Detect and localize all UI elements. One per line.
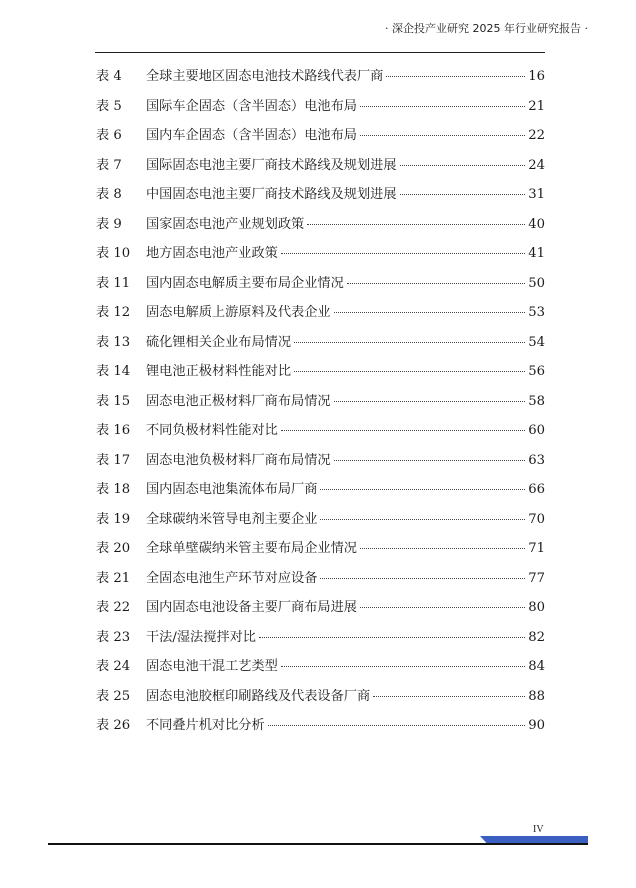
dot-leader xyxy=(334,460,526,461)
toc-entry[interactable] xyxy=(96,446,545,476)
dot-leader xyxy=(320,519,525,520)
toc-entry[interactable] xyxy=(96,298,545,328)
toc-entry-page: 71 xyxy=(528,541,545,556)
dot-leader xyxy=(334,401,526,402)
toc-entry-title: 全球碳纳米管导电剂主要企业 xyxy=(146,511,318,527)
toc-entry-page: 66 xyxy=(528,482,545,497)
toc-entry-title: 固态电池负极材料厂商布局情况 xyxy=(146,452,331,468)
toc-entry[interactable] xyxy=(96,151,545,181)
dot-leader xyxy=(360,607,525,608)
page-number: IV xyxy=(533,824,544,835)
dot-leader xyxy=(360,548,525,549)
toc-entry-label: 表 19 xyxy=(96,511,131,527)
running-header: · 深企投产业研究 2025 年行业研究报告 · xyxy=(385,22,588,35)
toc-entry-label: 表 22 xyxy=(96,600,131,615)
dot-leader xyxy=(268,725,526,726)
dot-leader xyxy=(320,489,525,490)
toc-entry-title: 全球单壁碳纳米管主要布局企业情况 xyxy=(146,541,357,556)
toc-entry-title: 国内固态电解质主要布局企业情况 xyxy=(146,275,344,291)
toc-entry-page: 60 xyxy=(528,423,545,438)
toc-entry[interactable] xyxy=(96,92,545,122)
toc-entry-title: 固态电池胶框印刷路线及代表设备厂商 xyxy=(146,688,371,704)
toc-entry-title: 不同叠片机对比分析 xyxy=(146,718,265,733)
dot-leader xyxy=(320,578,525,579)
toc-entry[interactable] xyxy=(96,711,545,741)
toc-entry-title: 国内固态电池集流体布局厂商 xyxy=(146,482,318,497)
header-divider xyxy=(95,52,545,53)
toc-entry-title: 国内车企固态（含半固态）电池布局 xyxy=(146,128,357,143)
toc-entry-title: 锂电池正极材料性能对比 xyxy=(146,364,292,379)
toc-entry-title: 固态电池干混工艺类型 xyxy=(146,659,278,674)
toc-entry-label: 表 16 xyxy=(96,423,131,438)
toc-entry-label: 表 17 xyxy=(96,452,131,468)
dot-leader xyxy=(347,283,525,284)
toc-entry-label: 表 6 xyxy=(96,128,122,143)
dot-leader xyxy=(259,637,525,638)
toc-entry-page: 40 xyxy=(528,216,545,232)
dot-leader xyxy=(281,253,525,254)
dot-leader xyxy=(373,696,525,697)
toc-entry[interactable] xyxy=(96,328,545,358)
toc-entry-page: 58 xyxy=(528,393,545,409)
toc-entry-title: 国内固态电池设备主要厂商布局进展 xyxy=(146,600,357,615)
toc-entry-page: 84 xyxy=(528,659,545,674)
toc-entry-label: 表 24 xyxy=(96,659,131,674)
toc-entry-label: 表 25 xyxy=(96,688,131,704)
toc-entry-title: 固态电解质上游原料及代表企业 xyxy=(146,305,331,320)
toc-entry-title: 全固态电池生产环节对应设备 xyxy=(146,570,318,586)
toc-entry-label: 表 7 xyxy=(96,157,122,173)
toc-entry-label: 表 18 xyxy=(96,482,131,497)
toc-entry-label: 表 14 xyxy=(96,364,131,379)
toc-entry[interactable] xyxy=(96,623,545,653)
toc-entry[interactable] xyxy=(96,180,545,210)
toc-entry-title: 不同负极材料性能对比 xyxy=(146,423,278,438)
toc-entry-page: 50 xyxy=(528,275,545,291)
footer-divider xyxy=(48,843,588,845)
toc-entry-page: 31 xyxy=(528,187,545,202)
toc-entry-label: 表 12 xyxy=(96,305,131,320)
toc-entry-label: 表 5 xyxy=(96,98,122,114)
toc-entry-title: 硫化锂相关企业布局情况 xyxy=(146,334,292,350)
toc-entry-title: 全球主要地区固态电池技术路线代表厂商 xyxy=(146,69,384,84)
table-of-contents-list xyxy=(96,62,545,741)
dot-leader xyxy=(307,224,525,225)
toc-entry[interactable] xyxy=(96,682,545,712)
toc-entry[interactable] xyxy=(96,269,545,299)
dot-leader xyxy=(281,430,525,431)
dot-leader xyxy=(294,371,525,372)
toc-entry-label: 表 20 xyxy=(96,541,131,556)
toc-entry[interactable] xyxy=(96,357,545,387)
toc-entry-label: 表 9 xyxy=(96,216,122,232)
toc-entry-page: 41 xyxy=(528,246,545,261)
toc-entry-page: 82 xyxy=(528,629,545,645)
toc-entry-label: 表 10 xyxy=(96,246,131,261)
toc-entry-title: 国际固态电池主要厂商技术路线及规划进展 xyxy=(146,157,397,173)
toc-entry-label: 表 26 xyxy=(96,718,131,733)
toc-entry-label: 表 23 xyxy=(96,629,131,645)
toc-entry[interactable] xyxy=(96,652,545,682)
dot-leader xyxy=(281,666,525,667)
toc-entry-title: 地方固态电池产业政策 xyxy=(146,246,278,261)
toc-entry-page: 70 xyxy=(528,511,545,527)
dot-leader xyxy=(360,135,525,136)
toc-entry-page: 54 xyxy=(528,334,545,350)
toc-entry-label: 表 13 xyxy=(96,334,131,350)
toc-entry[interactable] xyxy=(96,210,545,240)
dot-leader xyxy=(360,106,525,107)
dot-leader xyxy=(400,194,526,195)
toc-entry[interactable] xyxy=(96,505,545,535)
toc-entry-title: 国际车企固态（含半固态）电池布局 xyxy=(146,98,357,114)
toc-entry-label: 表 4 xyxy=(96,69,122,84)
toc-entry[interactable] xyxy=(96,475,545,505)
dot-leader xyxy=(386,76,525,77)
toc-entry-page: 90 xyxy=(528,718,545,733)
toc-entry[interactable] xyxy=(96,387,545,417)
toc-entry-page: 24 xyxy=(528,157,545,173)
toc-entry-label: 表 15 xyxy=(96,393,131,409)
toc-entry[interactable] xyxy=(96,239,545,269)
toc-entry-title: 固态电池正极材料厂商布局情况 xyxy=(146,393,331,409)
toc-entry-page: 63 xyxy=(528,452,545,468)
toc-entry-label: 表 21 xyxy=(96,570,131,586)
toc-entry-title: 中国固态电池主要厂商技术路线及规划进展 xyxy=(146,187,397,202)
toc-entry-page: 53 xyxy=(528,305,545,320)
toc-entry[interactable] xyxy=(96,534,545,564)
toc-entry-page: 16 xyxy=(528,69,545,84)
toc-entry-page: 56 xyxy=(528,364,545,379)
toc-entry-page: 22 xyxy=(528,128,545,143)
toc-entry-label: 表 8 xyxy=(96,187,122,202)
toc-entry-label: 表 11 xyxy=(96,275,131,291)
toc-entry[interactable] xyxy=(96,564,545,594)
toc-entry-page: 77 xyxy=(528,570,545,586)
dot-leader xyxy=(334,312,526,313)
toc-entry[interactable] xyxy=(96,593,545,623)
toc-entry-page: 80 xyxy=(528,600,545,615)
toc-entry[interactable] xyxy=(96,416,545,446)
toc-entry-title: 国家固态电池产业规划政策 xyxy=(146,216,305,232)
toc-entry-title: 干法/湿法搅拌对比 xyxy=(146,629,256,645)
toc-entry[interactable] xyxy=(96,121,545,151)
dot-leader xyxy=(400,165,526,166)
dot-leader xyxy=(294,342,525,343)
toc-entry[interactable] xyxy=(96,62,545,92)
toc-entry-page: 88 xyxy=(528,688,545,704)
footer-accent-bar xyxy=(480,836,588,843)
toc-entry-page: 21 xyxy=(528,98,545,114)
